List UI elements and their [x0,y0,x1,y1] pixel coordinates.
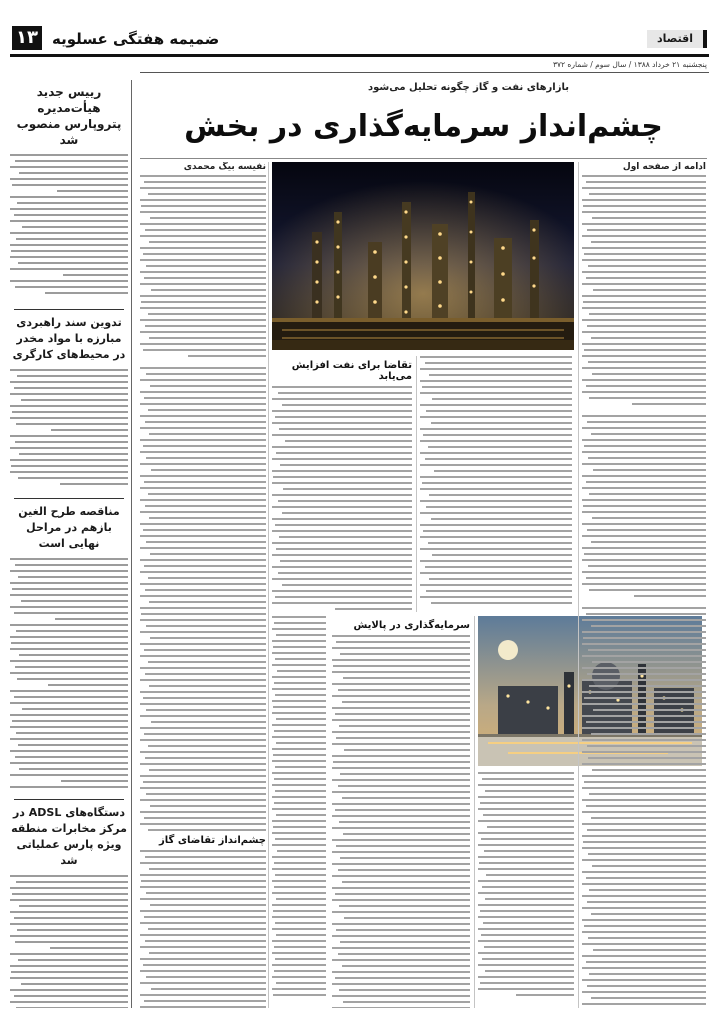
article-kicker: بازارهای نفت و گاز چگونه تحلیل می‌شود [368,82,569,93]
sidebar-headline-1: رییس جدید هیأت‌مدیره پتروپارس منصوب شد [16,85,122,147]
article-author: نفیسه بیگ محمدی [183,162,266,172]
sidebar-separator [14,799,124,800]
article-column-2 [420,356,572,612]
brand-logo: اقتصاد [647,30,707,48]
article-column-1 [582,162,706,1008]
article-byline: ادامه از صفحه اول [622,162,706,172]
article-subhead-2: سرمایه‌گذاری در پالایش [353,620,470,631]
masthead-rule [10,54,709,57]
headline-rule [140,158,707,159]
sidebar-headline-2: تدوین سند راهبردی مبارزه با مواد مخدر در محیط‌های کارگری [12,316,126,361]
issue-rule [140,72,709,73]
supplement-title [48,30,639,50]
issue-line: پنجشنبه ۲۱ خرداد ۱۳۸۸ / سال سوم / شماره ۳۷۲ [552,60,707,69]
photo-refinery-night [272,162,574,350]
page-number: ۱۳ [12,26,42,50]
article-subhead-3: چشم‌انداز تقاضای گاز [159,835,266,846]
supplement-title-text: ضمیمه هفتگی عسلویه [52,30,220,48]
article-column-4 [332,616,470,1008]
column-rule [578,162,579,1008]
article-subhead-1: تقاضا برای نفت افزایش می‌یابد [291,360,412,382]
column-rule [416,356,417,612]
sidebar-headline-4: دستگاه‌های ADSL در مرکز مخابرات منطقه ویژه پارس عملیاتی شد [11,806,127,867]
sidebar-divider [131,80,132,1008]
column-rule [474,616,475,1008]
sidebar-body-2 [10,369,128,493]
article-column-6 [140,162,266,1008]
sidebar-headline-3: مناقصه طرح الغین بازهم در مراحل نهایی است [18,505,120,550]
sidebar-separator [14,309,124,310]
article-column-5 [478,772,574,1008]
sidebar-separator [14,498,124,499]
sidebar-body-1 [10,154,128,304]
sidebar-body-3 [10,558,128,794]
article-headline: چشم‌انداز سرمایه‌گذاری در بخش [184,109,663,144]
article-column-3 [272,356,412,612]
sidebar-body-4 [10,875,128,1008]
column-rule [268,162,269,1008]
article-column-7 [272,616,326,1008]
sidebar [10,80,128,1008]
refinery-night-image [272,162,574,350]
